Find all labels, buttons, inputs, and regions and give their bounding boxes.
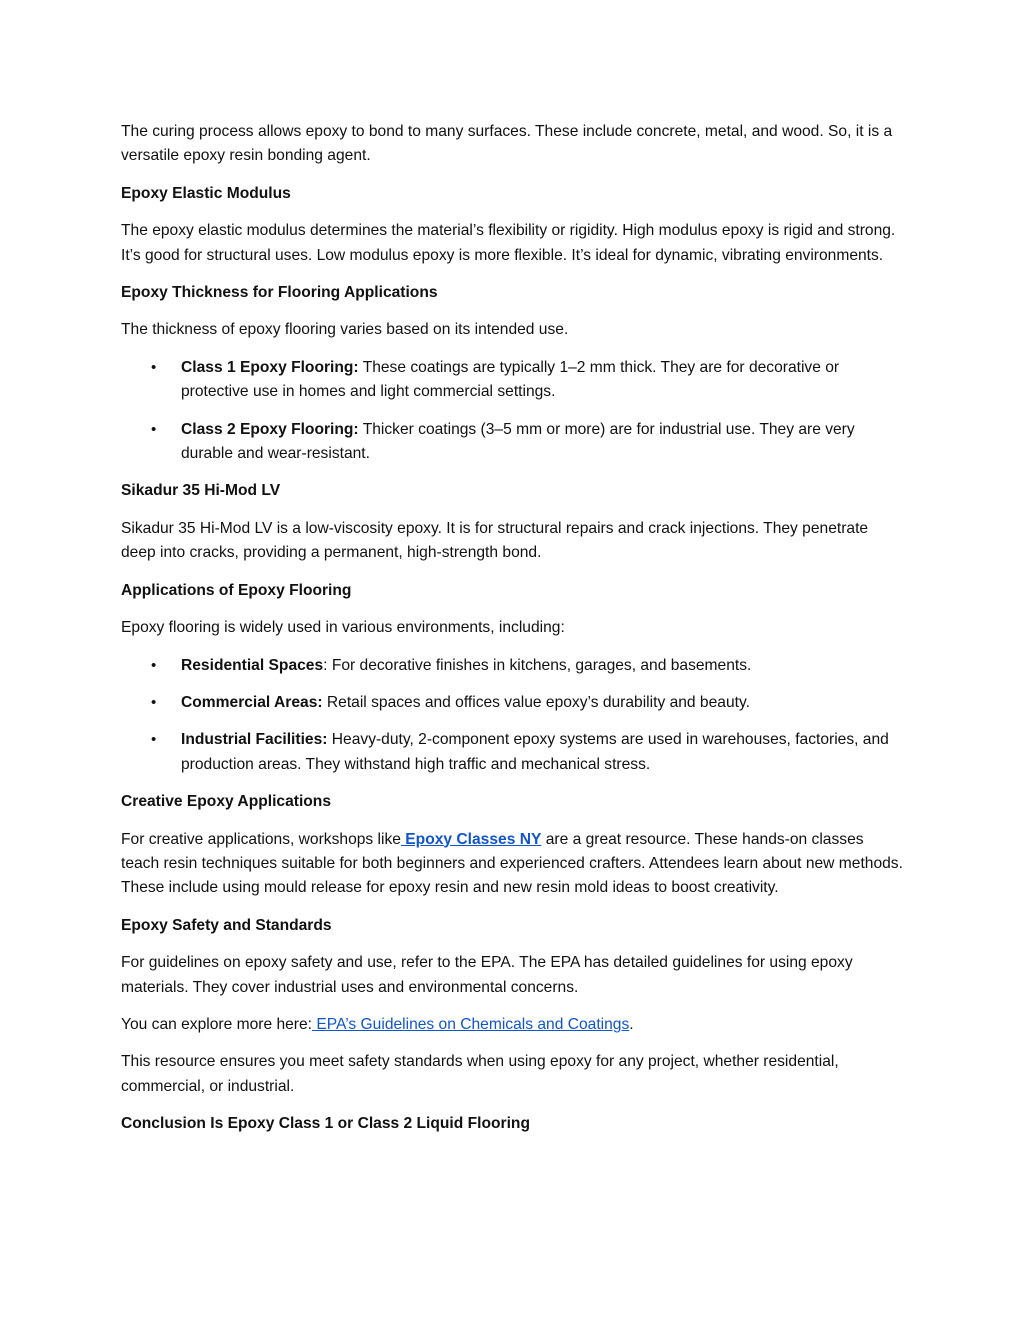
list-item	[151, 728, 906, 777]
explore-text-after: .	[629, 1015, 634, 1033]
list-item	[151, 691, 906, 715]
creative-heading: Creative Epoxy Applications	[121, 793, 331, 811]
explore-text-before: You can explore more here:	[121, 1015, 313, 1033]
list-item-lead: Class 1 Epoxy Flooring:	[181, 358, 359, 376]
list-item-lead: Industrial Facilities:	[181, 731, 328, 749]
creative-paragraph	[121, 828, 906, 901]
list-item-text: Thicker coatings (3–5 mm or more) are for industrial use. They are very durable and wear-resistant.	[181, 420, 855, 463]
thickness-heading: Epoxy Thickness for Flooring Applications	[121, 284, 438, 302]
safety-heading: Epoxy Safety and Standards	[121, 916, 332, 934]
list-item-lead: Class 2 Epoxy Flooring:	[181, 420, 359, 438]
applications-list	[121, 654, 906, 778]
list-item	[151, 356, 906, 405]
list-item-text: : For decorative finishes in kitchens, garages, and basements.	[323, 656, 752, 674]
list-item-lead: Commercial Areas:	[181, 693, 323, 711]
safety-paragraph: For guidelines on epoxy safety and use, refer to the EPA. The EPA has detailed guidelines for using epoxy materials. They cover industrial uses and environmental concerns.	[121, 954, 853, 996]
document-page	[121, 120, 906, 1150]
bullet-icon: •	[151, 693, 157, 711]
creative-text-after: are a great resource. These hands-on classes teach resin techniques suitable for both beginners and experienced crafters. Attendees learn about new methods. These include using mould release for epoxy resin and new resin mold ideas to boost creativity.	[121, 830, 903, 897]
creative-text-before: For creative applications, workshops like	[121, 830, 401, 848]
sikadur-paragraph: Sikadur 35 Hi-Mod LV is a low-viscosity epoxy. It is for structural repairs and crack injections. They penetrate deep into cracks, providing a permanent, high-strength bond.	[121, 519, 869, 562]
epoxy-classes-ny-link[interactable]: Epoxy Classes NY	[400, 830, 542, 848]
elastic-modulus-paragraph: The epoxy elastic modulus determines the material’s flexibility or rigidity. High modulus epoxy is rigid and strong. It’s good for structural uses. Low modulus epoxy is more flexible. It’s ideal for dynamic, vibrating environments.	[121, 222, 896, 264]
list-item	[151, 418, 906, 467]
list-item	[151, 654, 906, 678]
resource-paragraph: This resource ensures you meet safety standards when using epoxy for any project, whether residential, commercial, or industrial.	[121, 1053, 839, 1095]
list-item-text: Heavy-duty, 2-component epoxy systems are used in warehouses, factories, and production areas. They withstand high traffic and mechanical stress.	[181, 731, 889, 773]
bullet-icon: •	[151, 420, 157, 438]
epa-guidelines-link[interactable]: EPA’s Guidelines on Chemicals and Coatings	[312, 1015, 630, 1033]
applications-paragraph: Epoxy flooring is widely used in various environments, including:	[121, 619, 565, 637]
list-item-text: These coatings are typically 1–2 mm thick. They are for decorative or protective use in homes and light commercial settings.	[181, 358, 840, 401]
bullet-icon: •	[151, 731, 157, 749]
thickness-list	[121, 356, 906, 467]
bullet-icon: •	[151, 656, 157, 674]
list-item-lead: Residential Spaces	[181, 656, 324, 674]
conclusion-heading: Conclusion Is Epoxy Class 1 or Class 2 Liquid Flooring	[121, 1115, 530, 1133]
intro-paragraph: The curing process allows epoxy to bond to many surfaces. These include concrete, metal, and wood. So, it is a versatile epoxy resin bonding agent.	[121, 123, 893, 165]
thickness-paragraph: The thickness of epoxy flooring varies based on its intended use.	[121, 321, 569, 339]
explore-paragraph	[121, 1013, 906, 1037]
sikadur-heading: Sikadur 35 Hi-Mod LV	[121, 482, 281, 500]
applications-heading: Applications of Epoxy Flooring	[121, 581, 352, 599]
elastic-modulus-heading: Epoxy Elastic Modulus	[121, 184, 291, 202]
list-item-text: Retail spaces and offices value epoxy’s durability and beauty.	[322, 693, 750, 711]
bullet-icon: •	[151, 358, 157, 376]
